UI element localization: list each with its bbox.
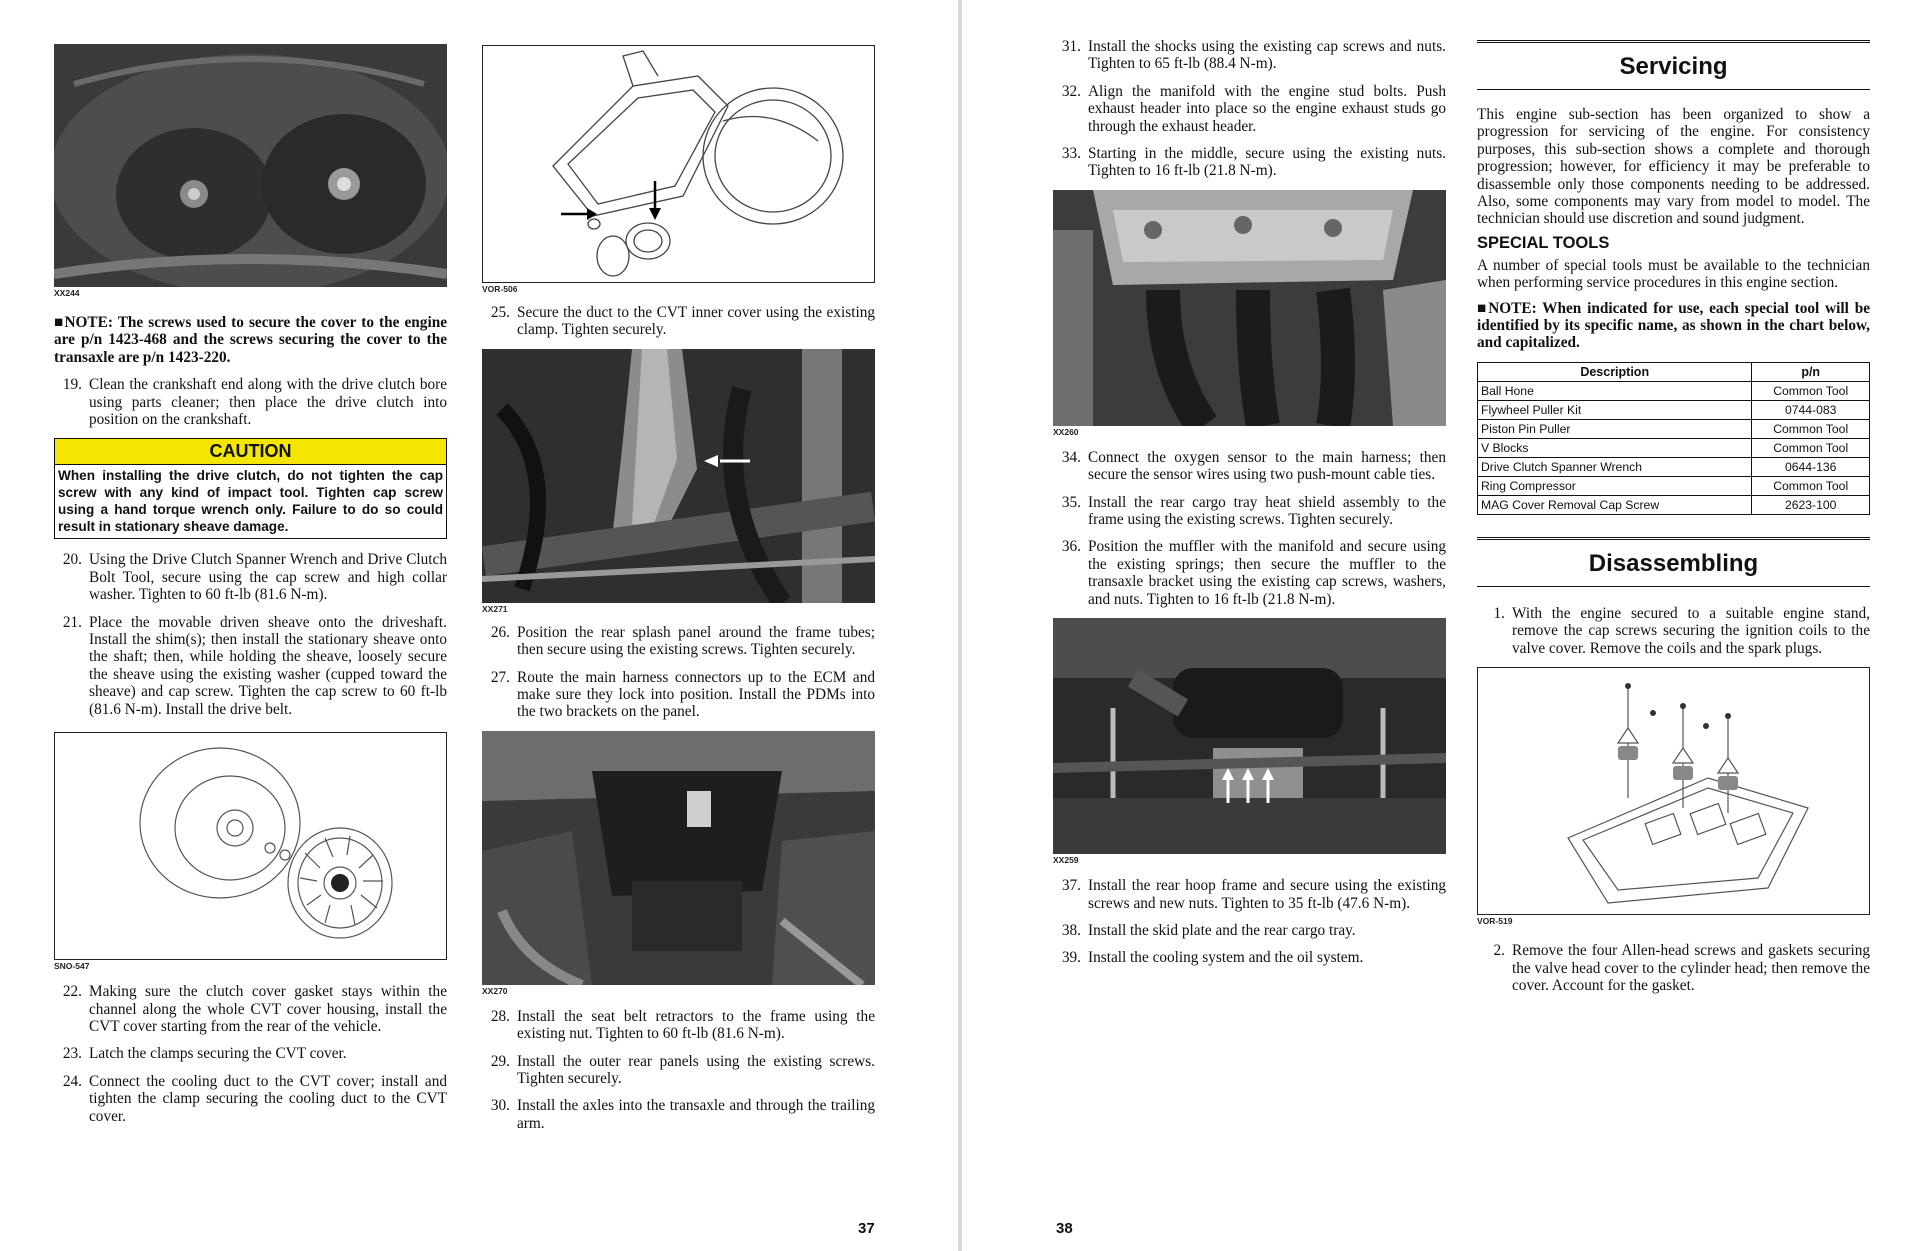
step-text: Latch the clamps securing the CVT cover. <box>89 1045 347 1063</box>
photo-muffler <box>1053 618 1446 854</box>
step-number: 37. <box>1061 877 1081 895</box>
step-number: 1. <box>1493 604 1505 622</box>
table-row <box>1478 400 1870 419</box>
section-title-servicing: Servicing <box>1477 40 1870 90</box>
table-row <box>1478 381 1870 400</box>
step-text: Place the movable driven sheave onto the driveshaft. Install the shim(s); then install the stationary sheave onto the shaft; then, while holding the sheave, loosely secure the sheave using the existing washer (cupped toward the sheave) and cap screw. Tighten the cap screw to 60 ft-lb (81.6 N-m). Install the drive belt. <box>89 613 447 718</box>
step-number: 28. <box>490 1007 510 1025</box>
step-text: Making sure the clutch cover gasket stays within the channel along the whole CVT cover housing, install the CVT cover starting from the rear of the vehicle. <box>89 983 447 1035</box>
step-text: Clean the crankshaft end along with the drive clutch bore using parts cleaner; then place the drive clutch into position on the crankshaft. <box>89 376 447 429</box>
step-text: Route the main harness connectors up to the ECM and make sure they lock into position. Install the PDMs into the two brackets on the panel. <box>517 668 875 721</box>
table-row <box>1478 457 1870 476</box>
step-23 <box>54 1045 447 1062</box>
step-number: 35. <box>1061 493 1081 511</box>
table-header-row <box>1478 362 1870 381</box>
figure-caption: SNO-547 <box>54 961 90 972</box>
figure-caption: XX271 <box>482 603 508 614</box>
step-number: 2. <box>1493 942 1505 960</box>
right-column-1 <box>1053 0 1446 977</box>
section-title-disassembling: Disassembling <box>1477 537 1870 587</box>
photo-clutch-housing <box>54 44 447 287</box>
step-text: Install the shocks using the existing cap screws and nuts. Tighten to 65 ft-lb (88.4 N-m). <box>1088 38 1446 73</box>
photo-exhaust-manifold <box>1053 190 1446 426</box>
step-19 <box>54 376 447 428</box>
step-36 <box>1053 538 1446 608</box>
step-30 <box>482 1097 875 1132</box>
left-column-1 <box>54 0 447 1135</box>
special-tools-table <box>1477 362 1870 515</box>
step-number: 31. <box>1061 38 1081 55</box>
caution-box <box>54 438 447 539</box>
figure-caption: XX244 <box>54 288 80 298</box>
step-text: Remove the four Allen-head screws and gaskets securing the valve head cover to the cylinder head; then remove the cover. Account for the gasket. <box>1512 942 1870 994</box>
step-number: 34. <box>1061 448 1081 466</box>
left-page <box>0 0 958 1251</box>
step-number: 20. <box>62 551 82 569</box>
step-31 <box>1053 38 1446 73</box>
step-28 <box>482 1008 875 1043</box>
step-number: 23. <box>62 1045 82 1063</box>
tool-description: V Blocks <box>1478 438 1752 457</box>
special-tools-intro: A number of special tools must be available to the technician when performing service procedures in this engine section. <box>1477 256 1870 292</box>
step-number: 24. <box>62 1072 82 1090</box>
step-text: With the engine secured to a suitable engine stand, remove the cap screws securing the ignition coils to the valve cover. Remove the coils and the spark plugs. <box>1512 604 1870 657</box>
step-text: Install the cooling system and the oil system. <box>1088 949 1364 967</box>
step-38 <box>1053 922 1446 939</box>
caution-title: CAUTION <box>55 439 446 465</box>
step-39 <box>1053 949 1446 966</box>
tool-description: MAG Cover Removal Cap Screw <box>1478 495 1752 514</box>
figure-caption: VOR-506 <box>482 284 518 294</box>
disassembly-step-1 <box>1477 605 1870 657</box>
step-number: 21. <box>62 613 82 631</box>
tool-description: Drive Clutch Spanner Wrench <box>1478 457 1752 476</box>
figure-caption: XX260 <box>1053 426 1079 437</box>
step-35 <box>1053 494 1446 529</box>
step-37 <box>1053 877 1446 912</box>
step-21 <box>54 614 447 718</box>
tool-part-number: Common Tool <box>1752 419 1870 438</box>
right-page <box>962 0 1920 1251</box>
step-22 <box>54 983 447 1035</box>
column-header: p/n <box>1752 362 1870 381</box>
step-number: 30. <box>490 1097 510 1115</box>
tool-part-number: 2623-100 <box>1752 495 1870 514</box>
step-33 <box>1053 145 1446 180</box>
photo-rear-panel <box>482 731 875 985</box>
table-row <box>1478 419 1870 438</box>
step-number: 33. <box>1061 145 1081 163</box>
step-26 <box>482 624 875 659</box>
note-screws: ■NOTE: The screws used to secure the cover to the engine are p/n 1423-468 and the screws securing the cover to the transaxle are p/n 1423-220. <box>54 314 447 366</box>
step-24 <box>54 1073 447 1125</box>
tool-part-number: Common Tool <box>1752 438 1870 457</box>
figure-caption: VOR-519 <box>1477 916 1513 927</box>
step-text: Install the rear hoop frame and secure using the existing screws and new nuts. Tighten to 35 ft-lb (47.6 N-m). <box>1088 877 1446 912</box>
tool-part-number: Common Tool <box>1752 476 1870 495</box>
step-number: 27. <box>490 668 510 686</box>
tool-part-number: Common Tool <box>1752 381 1870 400</box>
step-text: Position the muffler with the manifold and secure using the existing springs; then secure the muffler to the transaxle bracket using the existing cap screws, washers, and nuts. Tighten to 16 ft-lb (21.8 N-m). <box>1088 538 1446 608</box>
step-34 <box>1053 449 1446 484</box>
table-row <box>1478 438 1870 457</box>
step-text: Connect the cooling duct to the CVT cover; install and tighten the clamp securing the cooling duct to the CVT cover. <box>89 1072 447 1125</box>
servicing-intro: This engine sub-section has been organized to show a progression for servicing of the engine. For consistency purposes, this sub-section shows a complete and thorough progression; however, for efficiency it may be preferable to disassemble only those components needing to be addressed. Also, some components may vary from model to model. The technician should use discretion and sound judgment. <box>1477 106 1870 228</box>
table-row <box>1478 476 1870 495</box>
tool-description: Flywheel Puller Kit <box>1478 400 1752 419</box>
photo-duct-clamp <box>482 349 875 603</box>
disassembly-step-2 <box>1477 942 1870 994</box>
figure-caption: XX270 <box>482 985 508 996</box>
step-number: 36. <box>1061 538 1081 556</box>
step-number: 22. <box>62 983 82 1001</box>
diagram-valve-cover-coils <box>1477 667 1870 915</box>
right-column-2 <box>1477 0 1870 1004</box>
tool-description: Piston Pin Puller <box>1478 419 1752 438</box>
step-text: Position the rear splash panel around the frame tubes; then secure using the existing screws. Tighten securely. <box>517 623 875 659</box>
step-27 <box>482 669 875 721</box>
step-number: 38. <box>1061 921 1081 939</box>
tool-part-number: 0744-083 <box>1752 400 1870 419</box>
diagram-cvt-duct <box>482 45 875 283</box>
column-header: Description <box>1478 362 1752 381</box>
special-tools-note: ■NOTE: When indicated for use, each special tool will be identified by its specific name, as shown in the chart below, and capitalized. <box>1477 299 1870 352</box>
special-tools-heading: SPECIAL TOOLS <box>1477 233 1610 252</box>
step-32 <box>1053 83 1446 135</box>
figure-caption: XX259 <box>1053 855 1079 866</box>
step-29 <box>482 1053 875 1088</box>
step-text: Install the rear cargo tray heat shield assembly to the frame using the existing screws. Tighten securely. <box>1088 493 1446 529</box>
tool-description: Ball Hone <box>1478 381 1752 400</box>
step-text: Connect the oxygen sensor to the main harness; then secure the sensor wires using two push-mount cable ties. <box>1088 448 1446 484</box>
step-text: Align the manifold with the engine stud bolts. Push exhaust header into place so the engine exhaust studs go through the exhaust header. <box>1088 82 1446 135</box>
step-number: 32. <box>1061 82 1081 100</box>
page-number: 38 <box>1056 1220 1073 1237</box>
step-text: Install the skid plate and the rear cargo tray. <box>1088 921 1356 939</box>
tool-description: Ring Compressor <box>1478 476 1752 495</box>
step-number: 39. <box>1061 949 1081 967</box>
step-number: 25. <box>490 304 510 321</box>
step-20 <box>54 551 447 603</box>
step-text: Install the outer rear panels using the existing screws. Tighten securely. <box>517 1052 875 1088</box>
step-text: Install the axles into the transaxle and through the trailing arm. <box>517 1097 875 1132</box>
step-text: Secure the duct to the CVT inner cover using the existing clamp. Tighten securely. <box>517 304 875 339</box>
table-row <box>1478 495 1870 514</box>
page-number: 37 <box>858 1220 875 1237</box>
step-text: Install the seat belt retractors to the frame using the existing nut. Tighten to 60 ft-lb (81.6 N-m). <box>517 1007 875 1043</box>
step-text: Starting in the middle, secure using the existing nuts. Tighten to 16 ft-lb (21.8 N-m). <box>1088 145 1446 180</box>
tool-part-number: 0644-136 <box>1752 457 1870 476</box>
step-number: 29. <box>490 1052 510 1070</box>
left-column-2 <box>482 0 875 1142</box>
step-number: 26. <box>490 623 510 641</box>
caution-text: When installing the drive clutch, do not tighten the cap screw with any kind of impact tool. Tighten cap screw using a hand torque wrench only. Failure to do so could result in stationary sheave damage. <box>58 468 443 535</box>
step-25 <box>482 304 875 339</box>
step-number: 19. <box>62 376 82 394</box>
diagram-driven-clutch <box>54 732 447 960</box>
step-text: Using the Drive Clutch Spanner Wrench and Drive Clutch Bolt Tool, secure using the cap screw and high collar washer. Tighten to 60 ft-lb (81.6 N-m). <box>89 551 447 604</box>
